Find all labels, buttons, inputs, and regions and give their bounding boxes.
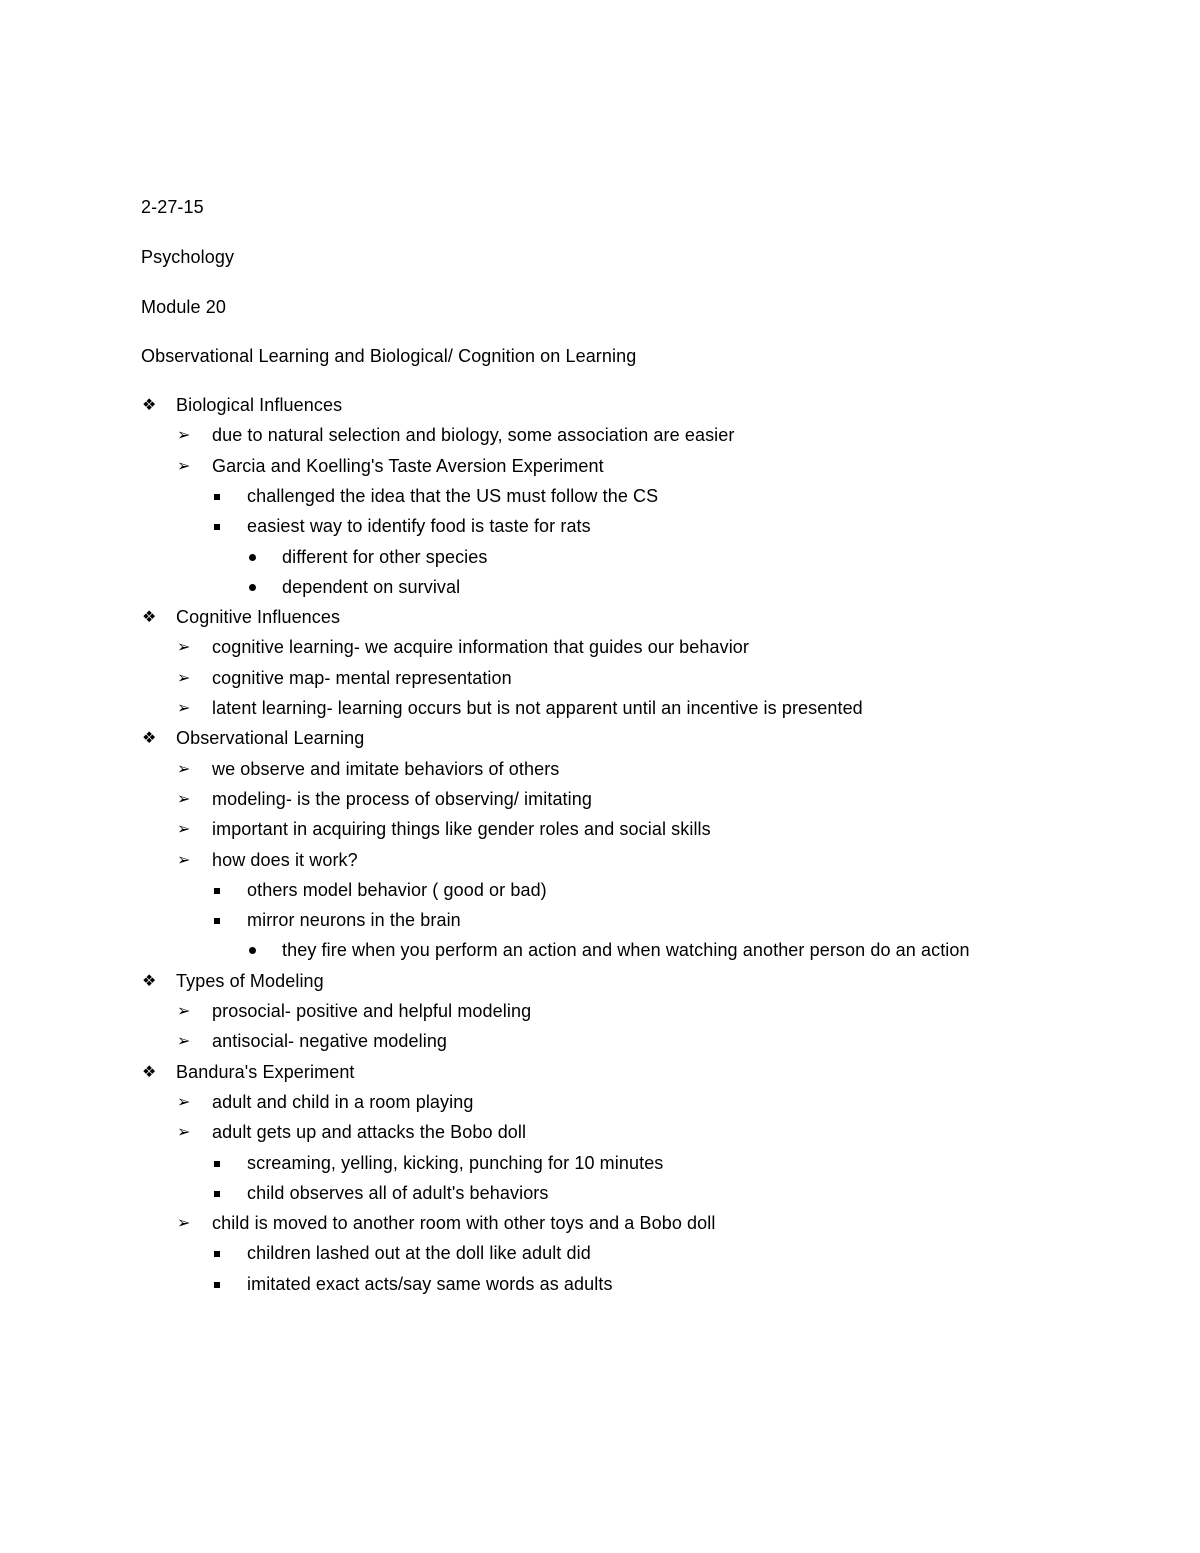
- date-line: 2-27-15: [141, 197, 204, 217]
- square-bullet-icon: [214, 1251, 220, 1257]
- outline-item-text: Cognitive Influences: [176, 607, 341, 627]
- round-bullet-icon: [249, 947, 256, 954]
- outline-item-text: cognitive learning- we acquire information that guides our behavior: [212, 637, 750, 657]
- outline-item-text: antisocial- negative modeling: [212, 1031, 448, 1051]
- square-bullet-icon: [214, 494, 220, 500]
- arrow-bullet-icon: ➢: [177, 761, 191, 778]
- outline-item-text: due to natural selection and biology, some association are easier: [212, 425, 735, 445]
- outline-item-text: they fire when you perform an action and when watching another person do an action: [282, 940, 970, 960]
- square-bullet-icon: [214, 1282, 220, 1288]
- square-bullet-icon: [214, 888, 220, 894]
- outline-item-text: Types of Modeling: [176, 971, 324, 991]
- outline-item-text: cognitive map- mental representation: [212, 668, 512, 688]
- round-bullet-icon: [249, 554, 256, 561]
- arrow-bullet-icon: ➢: [177, 1124, 191, 1141]
- outline-item-text: how does it work?: [212, 850, 358, 870]
- outline-item-text: modeling- is the process of observing/ imitating: [212, 789, 592, 809]
- outline-item-text: Observational Learning: [176, 728, 365, 748]
- square-bullet-icon: [214, 1191, 220, 1197]
- arrow-bullet-icon: ➢: [177, 1215, 191, 1232]
- arrow-bullet-icon: ➢: [177, 670, 191, 687]
- outline-item-text: child observes all of adult's behaviors: [247, 1183, 549, 1203]
- diamond-bullet-icon: ❖: [142, 730, 157, 747]
- arrow-bullet-icon: ➢: [177, 700, 191, 717]
- outline-item-text: children lashed out at the doll like adult did: [247, 1243, 591, 1263]
- outline-item-text: child is moved to another room with other toys and a Bobo doll: [212, 1213, 716, 1233]
- round-bullet-icon: [249, 584, 256, 591]
- diamond-bullet-icon: ❖: [142, 397, 157, 414]
- arrow-bullet-icon: ➢: [177, 791, 191, 808]
- outline-item-text: adult gets up and attacks the Bobo doll: [212, 1122, 527, 1142]
- outline-item-text: dependent on survival: [282, 577, 461, 597]
- outline-item-text: others model behavior ( good or bad): [247, 880, 547, 900]
- arrow-bullet-icon: ➢: [177, 1033, 191, 1050]
- outline-item-text: Biological Influences: [176, 395, 343, 415]
- outline-item-text: adult and child in a room playing: [212, 1092, 474, 1112]
- diamond-bullet-icon: ❖: [142, 609, 157, 626]
- outline-item-text: we observe and imitate behaviors of others: [212, 759, 560, 779]
- arrow-bullet-icon: ➢: [177, 1094, 191, 1111]
- subject-line: Psychology: [141, 247, 235, 267]
- diamond-bullet-icon: ❖: [142, 1064, 157, 1081]
- arrow-bullet-icon: ➢: [177, 1003, 191, 1020]
- outline-item-text: easiest way to identify food is taste for rats: [247, 516, 591, 536]
- outline-item-text: screaming, yelling, kicking, punching for 10 minutes: [247, 1153, 664, 1173]
- diamond-bullet-icon: ❖: [142, 973, 157, 990]
- square-bullet-icon: [214, 918, 220, 924]
- square-bullet-icon: [214, 524, 220, 530]
- arrow-bullet-icon: ➢: [177, 427, 191, 444]
- outline-item-text: Bandura's Experiment: [176, 1062, 355, 1082]
- outline-item-text: important in acquiring things like gender roles and social skills: [212, 819, 711, 839]
- outline-item-text: Garcia and Koelling's Taste Aversion Experiment: [212, 456, 604, 476]
- arrow-bullet-icon: ➢: [177, 458, 191, 475]
- square-bullet-icon: [214, 1161, 220, 1167]
- outline-item-text: challenged the idea that the US must follow the CS: [247, 486, 659, 506]
- outline-item-text: prosocial- positive and helpful modeling: [212, 1001, 532, 1021]
- page-title: Observational Learning and Biological/ Cognition on Learning: [141, 346, 637, 366]
- arrow-bullet-icon: ➢: [177, 852, 191, 869]
- arrow-bullet-icon: ➢: [177, 639, 191, 656]
- module-line: Module 20: [141, 297, 226, 317]
- outline-item-text: mirror neurons in the brain: [247, 910, 461, 930]
- outline-item-text: imitated exact acts/say same words as adults: [247, 1274, 613, 1294]
- outline-item-text: latent learning- learning occurs but is not apparent until an incentive is presented: [212, 698, 863, 718]
- arrow-bullet-icon: ➢: [177, 821, 191, 838]
- outline-item-text: different for other species: [282, 547, 488, 567]
